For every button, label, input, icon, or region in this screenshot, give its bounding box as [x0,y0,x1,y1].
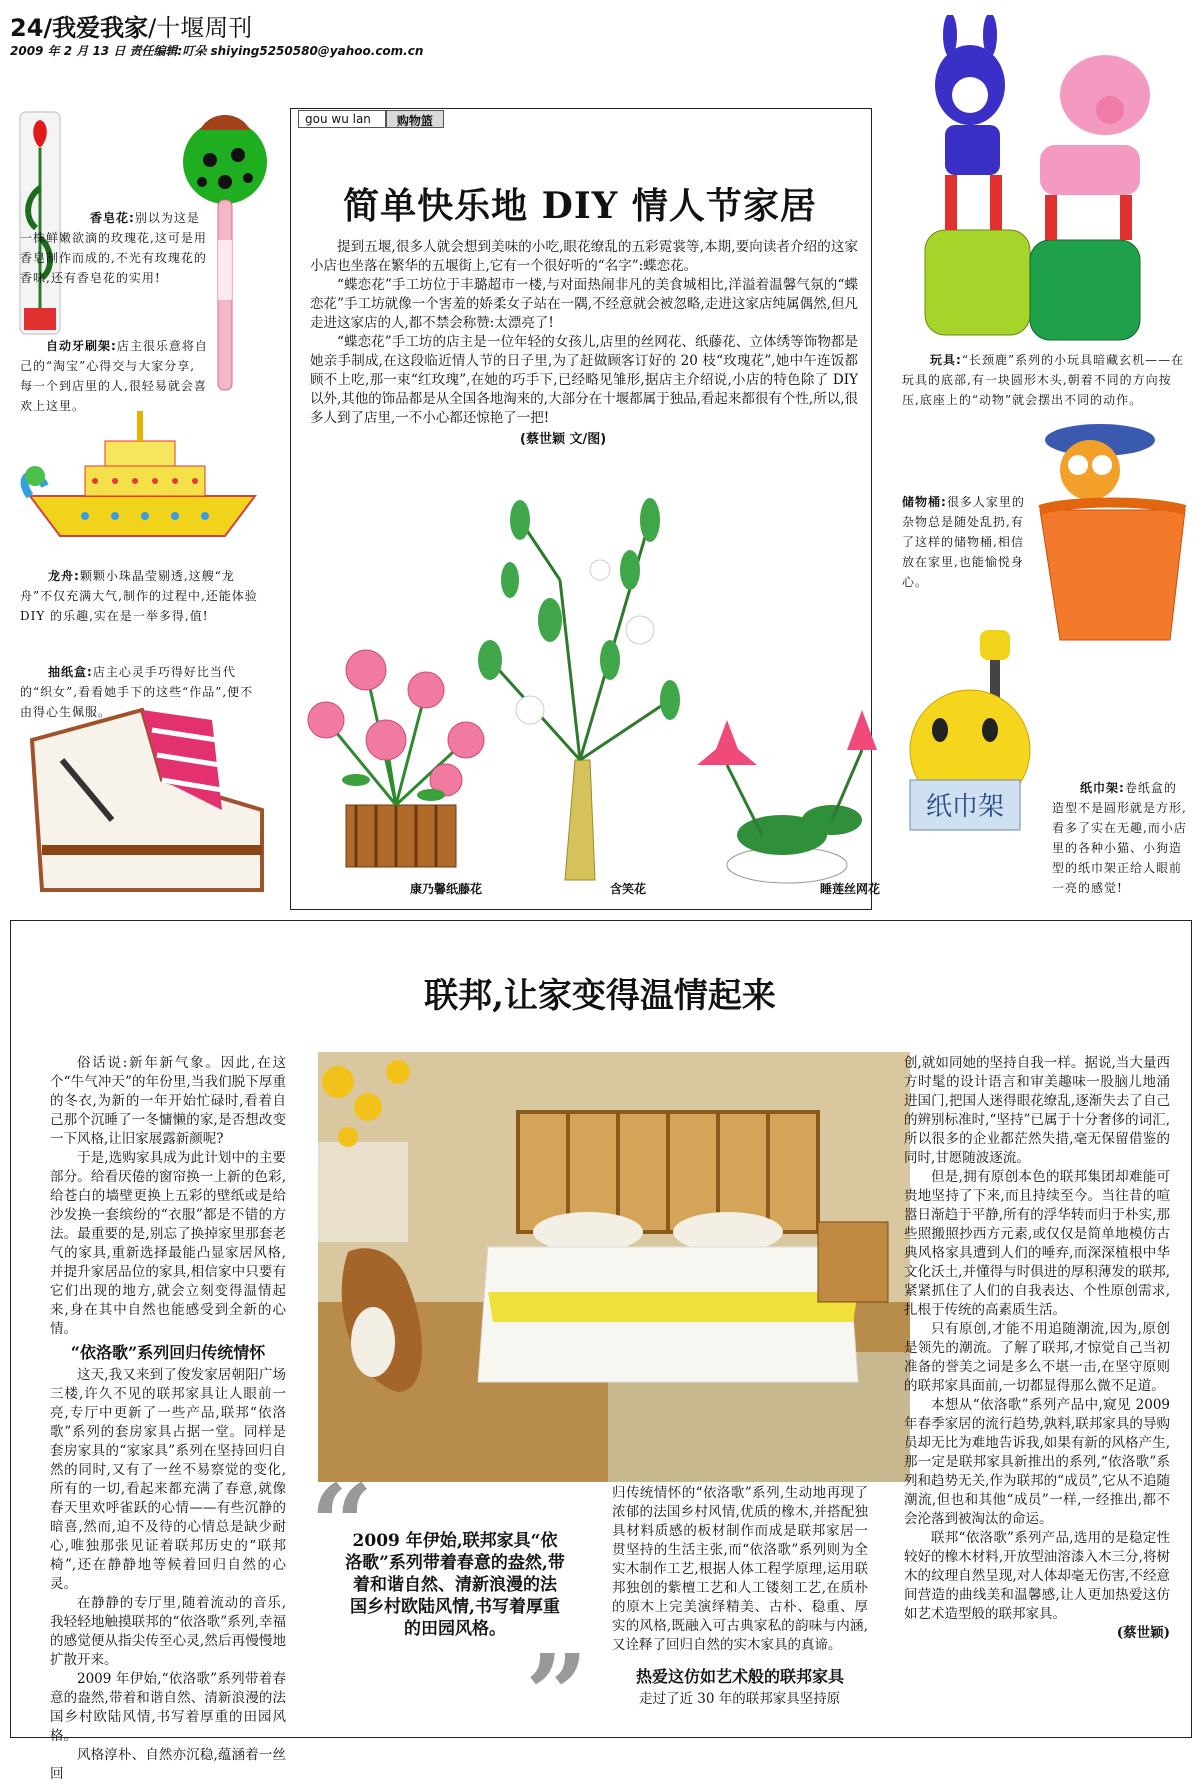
dateline: 2009 年 2 月 13 日 责任编辑:叮朵 shiying5250580@yahoo.com.cn [10,44,424,58]
bedroom-photo [318,1052,910,1482]
article2-column-3 [904,1054,1170,1643]
article2-paragraph: 这天,我又来到了俊发家居朝阳广场三楼,许久不见的联邦家具让人眼前一亮,专厅中更新了一些产品,联邦“依洛歌”系列的套房家具占据一堂。同样是套房家具的“家家具”系列在坚持回归自然的同时,又有了一丝不易察觉的变化,所有的一切,看起来都充满了春意,就像春天里欢呼雀跃的心情——有些沉静的暗喜,然而,迫不及待的心情总是缺少耐心,唯独那张见证着联邦历史的“联邦椅”,还在静静地等候着回归自然的心灵。 [50,1367,286,1592]
article2-paragraph: 归传统情怀的“依洛歌”系列,生动地再现了浓郁的法国乡村风情,优质的橡木,并搭配独具材料质感的板材制作而成是联邦家居一贯坚持的生活主张,而“依洛歌”系列则为全实木制作工艺,根据人体工程学原理,运用联邦独创的紫檀工艺和人工镂刻工艺,在质朴的原木上完美演绎精美、古朴、稳重、厚实的风格,既融入可古典家私的韵味与内涵,又诠释了回归自然的实木家具的真谛。 [612,1485,868,1653]
subhead-art-furniture: 热爱这仿如艺术般的联邦家具 [635,1667,844,1686]
article2-paragraph: 但是,拥有原创本色的联邦集团却难能可贵地坚持了下来,而且持续至今。当往昔的喧嚣日渐趋于平静,所有的浮华转而归于朴实,那些照搬照抄西方元素,或仅仅是简单地模仿古典风格家具遭到人们的唾弃,而深深植根中华文化沃土,并懂得与时俱进的厚积薄发的联邦,紧紧抓住了人们的自我表达、个性原创需求,扎根于传统的高素质生活。 [904,1169,1170,1318]
tab-pinyin: gou wu lan [298,110,386,128]
masthead [10,8,252,43]
article2-paragraph: 联邦“依洛歌”系列产品,选用的是稳定性较好的橡木材料,开放型油溶漆入木三分,将树木的纹理自然呈现,对人体却毫无伤害,不经意间营造的曲线美和温馨感,让人更加热爱这仿如艺术造型般的联邦家具。 [904,1530,1170,1622]
flower-label-michelia: 含笑花 [610,882,647,896]
article2-byline: (蔡世颖) [1116,1625,1170,1641]
flower-label-water-lily: 睡莲丝网花 [820,882,881,896]
article2-paragraph: 俗话说:新年新气象。因此,在这个“牛气冲天”的年份里,当我们脱下厚重的冬衣,为新的一年开始忙碌时,看着自己那个沉睡了一冬慵懒的家,是否想改变一下风格,让旧家展露新颜呢? [50,1055,286,1147]
article2-paragraph: 在静静的专厅里,随着流动的音乐,我轻轻地触摸联邦的“依洛歌”系列,幸福的感觉便从指尖传至心灵,然后再慢慢地扩散开来。 [50,1595,286,1668]
article2-paragraph: 于是,选购家具成为此计划中的主要部分。给看厌倦的窗帘换一上新的色彩,给苍白的墙壁更换上五彩的壁纸或是给沙发换一套缤纷的“衣服”都是不错的方法。最重要的是,别忘了换掉家里那套老气的家具,重新选择最能凸显家居风格,并提升家居品位的家具,相信家中只要有它们出现的地方,就会立刻变得温情起来,身在其中自然也能感受到全新的心情。 [50,1150,286,1337]
article2-column-1 [50,1054,286,1784]
article1-paragraph: “蝶恋花”手工坊位于丰璐超市一楼,与对面热闹非凡的美食城相比,洋溢着温馨气氛的“蝶恋花”手工坊就像一个害羞的娇柔女子站在一隅,不经意就会被忽略,走进这家店纯属偶然,但凡走进这家店的人,都不禁会称赞:太漂亮了! [310,277,858,331]
tab-shopping-basket: 购物篮 [386,110,444,128]
article1-paragraph: 提到五堰,很多人就会想到美味的小吃,眼花缭乱的五彩霓裳等,本期,要向读者介绍的这家小店也坐落在繁华的五堰街上,它有一个很好听的“名字”:蝶恋花。 [310,239,858,274]
article1-paragraph: “蝶恋花”手工坊的店主是一位年轻的女孩儿,店里的丝网花、纸藤花、立体绣等饰物都是她亲手制成,在这段临近情人节的日子里,为了赶做顾客订好的 20 枝“玫瑰花”,她中午连饭都顾不上吃,那一束“红玫瑰”,在她的巧手下,已经略见雏形,据店主介绍说,小店的特色除了 DIY 以外,其他的饰品都是从全国各地淘来的,大部分在十堰都属于独品,看起来都很有个性,所以,很多人到了店里,一不小心都还惊艳了一把! [310,334,858,426]
caption-dragon-boat: 龙舟:颗颗小珠晶莹剔透,这艘“龙舟”不仅充满大气,制作的过程中,还能体验 DIY 的乐趣,实在是一举多得,值! [20,569,258,623]
section-name: 我爱我家 [52,14,149,42]
article2-paragraph: 风格淳朴、自然亦沉稳,蕴涵着一丝回 [50,1747,286,1782]
section-tabs [298,110,444,128]
publication-name: 十堰周刊 [156,14,253,42]
open-quote-mark: “ [310,1460,374,1589]
caption-toothbrush-holder: 自动牙刷架:店主很乐意将自己的“淘宝”心得交与大家分享,每一个到店里的人,很轻易就会喜欢上这里。 [20,339,208,413]
article1-byline: (蔡世颖 文/图) [520,432,607,447]
tissue-holder-sign-text: 纸巾架 [925,792,1005,822]
article2-paragraph: 2009 年伊始,“依洛歌”系列带着春意的盎然,带着和谐自然、清新浪漫的法国乡村欧陆风情,书写着厚重的田园风格。 [50,1671,286,1744]
article2-paragraph: 只有原创,才能不用追随潮流,因为,原创是领先的潮流。了解了联邦,才惊觉自己当初准备的誉美之词是多么不堪一击,在坚守原则的联邦家具面前,一切都显得那么微不足道。 [904,1321,1170,1394]
caption-tissue-holder: 纸巾架:卷纸盒的造型不是圆形就是方形,看多了实在无趣,而小店里的各种小猫、小狗造型的纸巾架正给人眼前一亮的感觉! [1052,781,1187,895]
close-quote-mark: ” [525,1630,589,1759]
caption-soap-flower: 香皂花:别以为这是一株鲜嫩欲滴的玫瑰花,这可是用香皂制作而成的,不光有玫瑰花的香味,还有香皂花的实用! [20,211,207,285]
giraffe-series-toy-image [920,15,1190,345]
water-lily-silk-flower-image [672,700,902,890]
garfield-storage-bucket-image [1030,420,1195,650]
caption-toy: 玩具:“长颈鹿”系列的小玩具暗藏玄机——在玩具的底部,有一块圆形木头,朝着不同的方向按压,底座上的“动物”就会摆出不同的动作。 [902,353,1185,407]
dragon-boat-image [15,406,270,556]
article2-title: 联邦,让家变得温情起来 [424,976,776,1016]
article1-title: 简单快乐地 DIY 情人节家居 [343,185,817,227]
caption-storage-bucket: 储物桶:很多人家里的杂物总是随处乱扔,有了这样的储物桶,相信放在家里,也能愉悦身心。 [902,495,1025,589]
flower-label-carnation: 康乃馨纸藤花 [410,882,483,896]
article2-paragraph: 本想从“依洛歌”系列产品中,窥见 2009 年春季家居的流行趋势,孰料,联邦家具的导购员却无比为难地告诉我,如果有新的风格产生,那一定是联邦家具新推出的系列,“依洛歌”系列和趋势无关,作为联邦的“成员”,它从不追随潮流,但也和其他“成员”一样,一经推出,都不会沦落到被淘汰的命运。 [904,1397,1170,1527]
pull-quote: 2009 年伊始,联邦家具“依洛歌”系列带着春意的盎然,带着和谐自然、清新浪漫的法国乡村欧陆风情,书写着厚重的田园风格。 [345,1531,565,1639]
puppy-tissue-holder-image [900,620,1050,850]
article2-column-2 [612,1484,868,1709]
caption-tissue-box: 抽纸盒:店主心灵手巧得好比当代的“织女”,看看她手下的这些“作品”,便不由得心生佩服。 [20,665,254,719]
boot-tissue-box-image [22,700,272,900]
article2-paragraph: 走过了近 30 年的联邦家具坚持原 [639,1691,841,1707]
subhead-traditional-sentiment: “依洛歌”系列回归传统情怀 [70,1343,266,1362]
page-number: 24/ [10,14,53,42]
article1-body [310,238,858,428]
article2-paragraph: 创,就如同她的坚持自我一样。据说,当大量西方时髦的设计语言和审美趣味一股脑儿地涌进国门,把国人迷得眼花缭乱,逐渐失去了自己的辨别标准时,“坚持”已属于十分奢侈的词汇,所以很多的企业都茫然失措,毫无保留借鉴的同时,甘愿随波逐流。 [904,1055,1170,1166]
masthead-separator: / [148,14,157,42]
